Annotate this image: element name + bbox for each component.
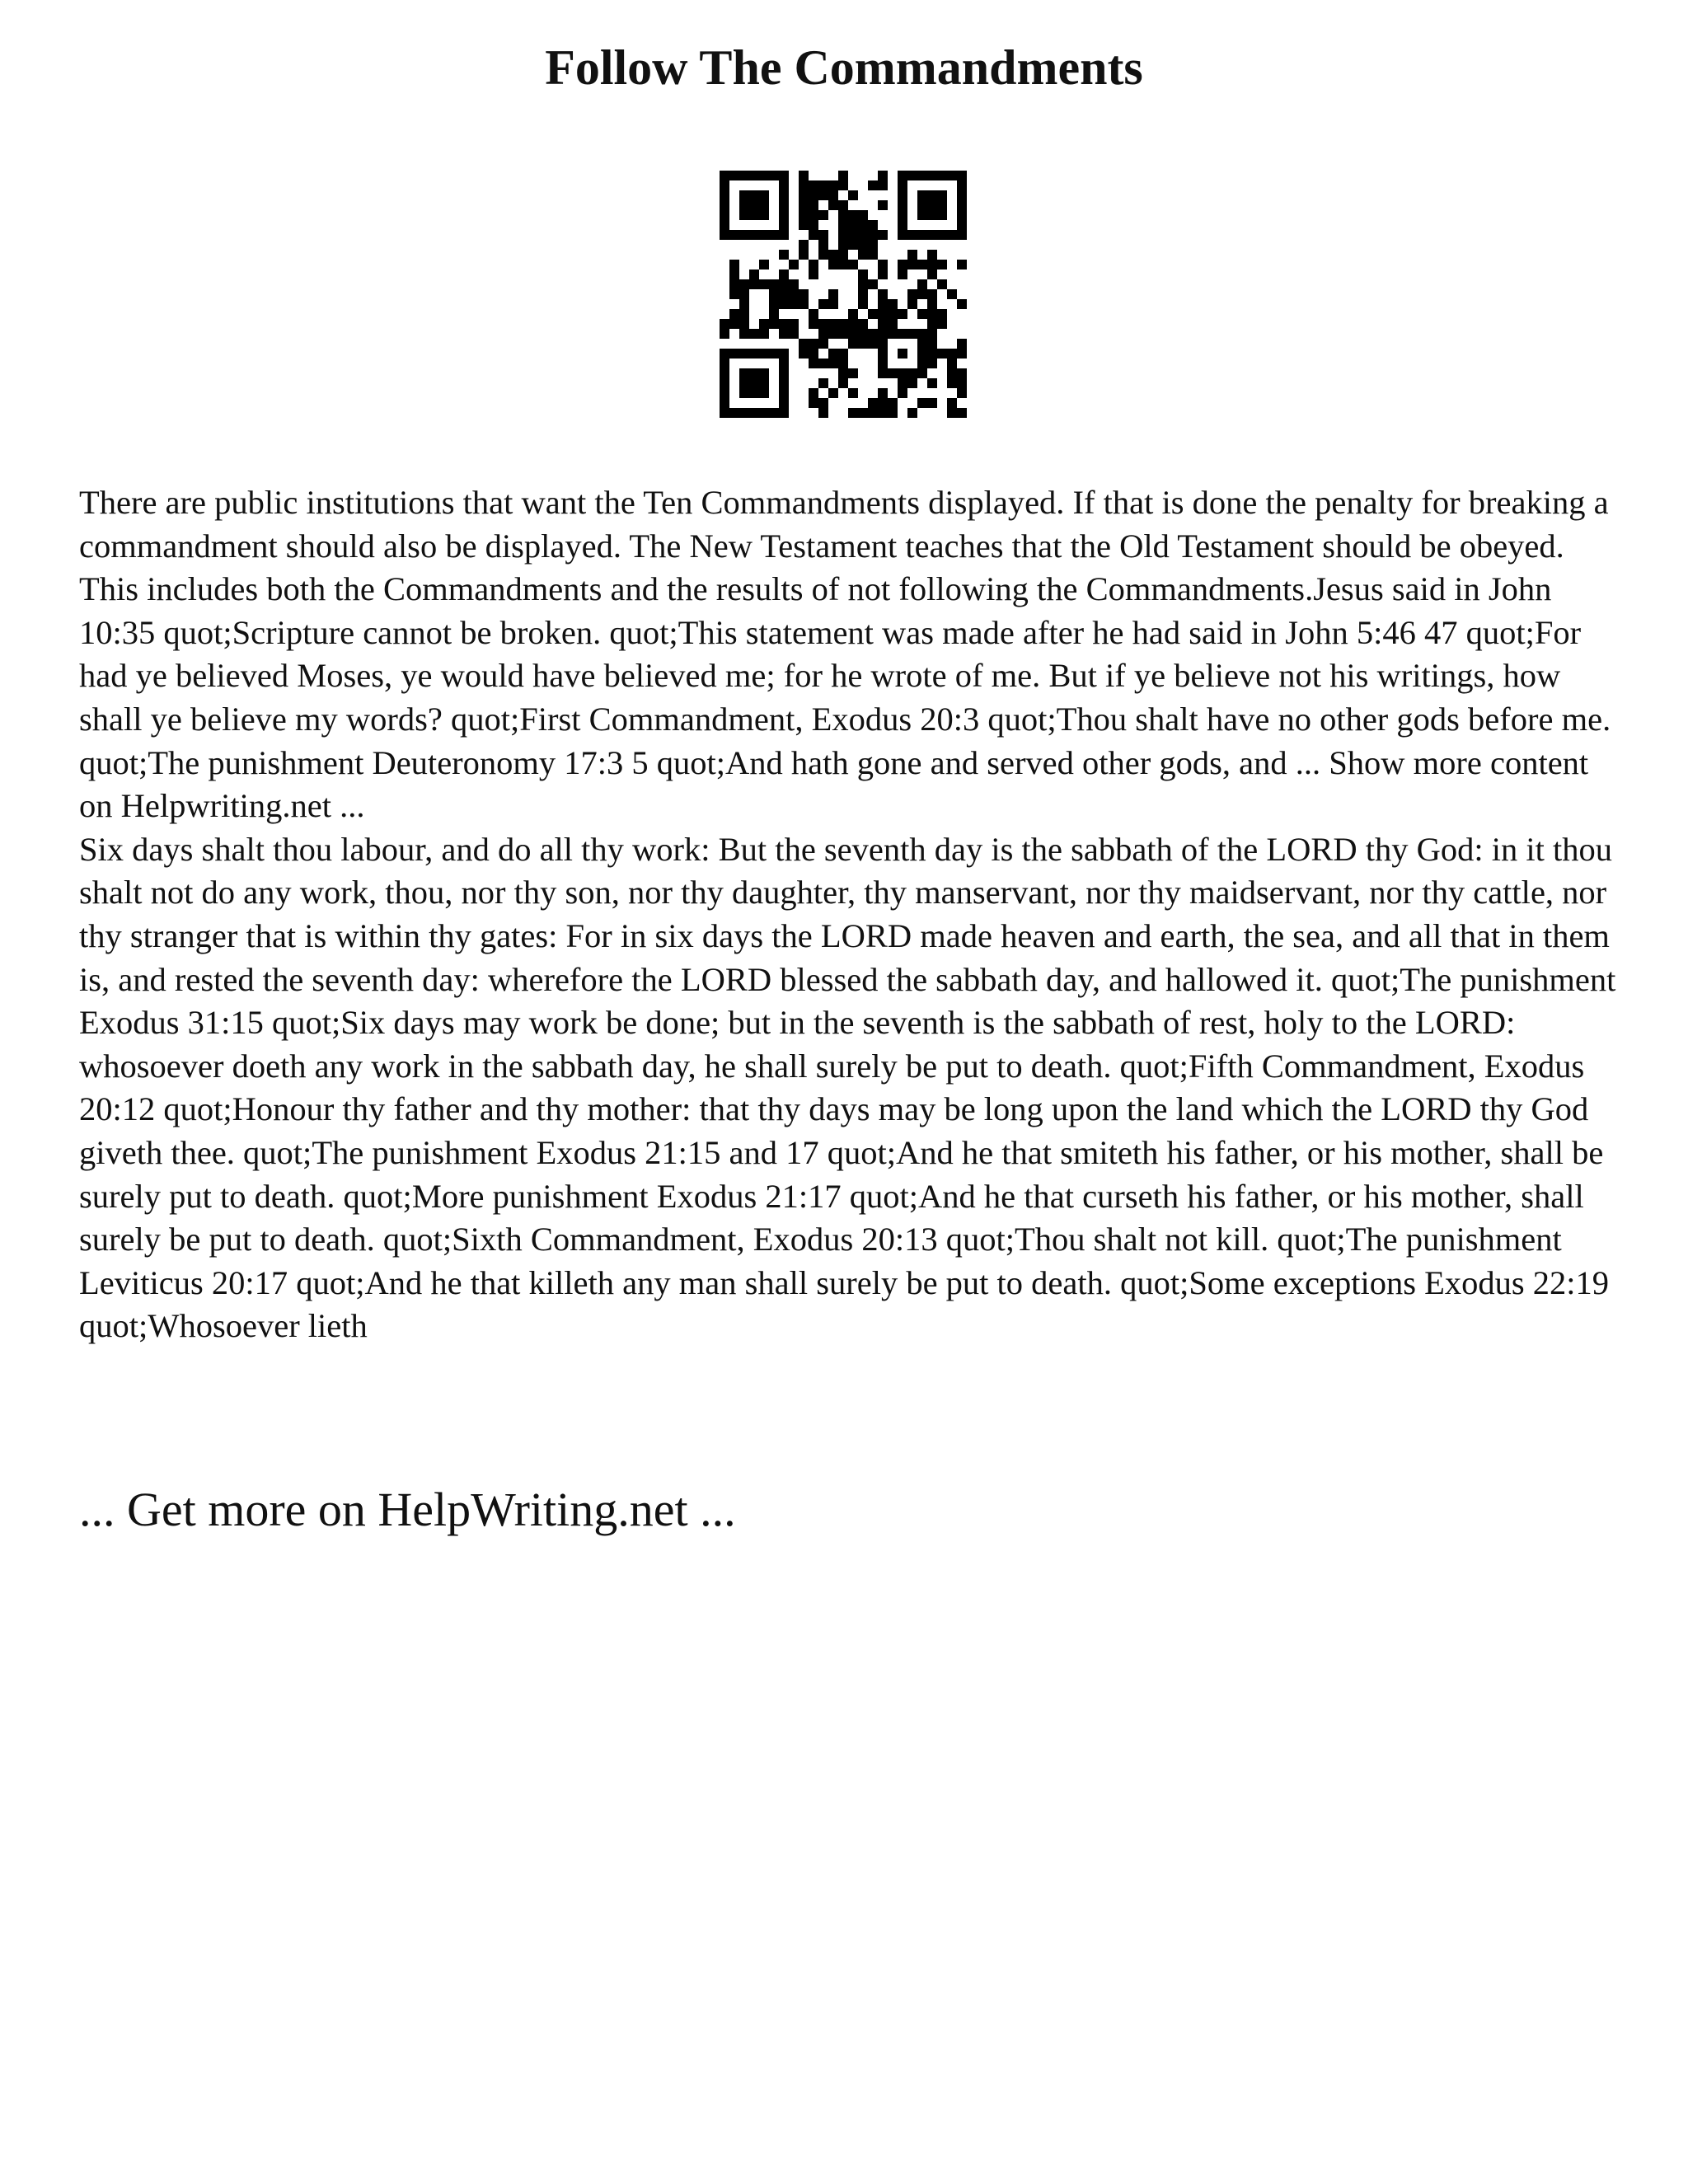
qr-code-icon [720,171,967,418]
paragraph: There are public institutions that want the Ten Commandments displayed. If that is done the penalty for breaking a commandment should also be displayed. The New Testament teaches that the Old Testament should be obeyed. This includes both the Commandments and the results of not following the Commandments.Jesus said in John 10:35 quot;Scripture cannot be broken. quot;This statement was made after he had said in John 5:46 47 quot;For had ye believed Moses, ye would have believed me; for he wrote of me. But if ye believe not his writings, how shall ye believe my words? quot;First Commandment, Exodus 20:3 quot;Thou shalt have no other gods before me. quot;The punishment Deuteronomy 17:3 5 quot;And hath gone and served other gods, and ... Show more content on Helpwriting.net ... [79,484,1611,825]
paragraph: Six days shalt thou labour, and do all thy work: But the seventh day is the sabbath of the LORD thy God: in it thou shalt not do any work, thou, nor thy son, nor thy daughter, thy manservant, nor thy maidservant, nor thy cattle, nor thy stranger that is within thy gates: For in six days the LORD made heaven and earth, the sea, and all that in them is, and rested the seventh day: wherefore the LORD blessed the sabbath day, and hallowed it. quot;The punishment Exodus 31:15 quot;Six days may work be done; but in the seventh is the sabbath of rest, holy to the LORD: whosoever doeth any work in the sabbath day, he shall surely be put to death. quot;Fifth Commandment, Exodus 20:12 quot;Honour thy father and thy mother: that thy days may be long upon the land which the LORD thy God giveth thee. quot;The punishment Exodus 21:15 and 17 quot;And he that smiteth his father, or his mother, shall be surely put to death. quot;More punishment Exodus 21:17 quot;And he that curseth his father, or his mother, shall surely be put to death. quot;Sixth Commandment, Exodus 20:13 quot;Thou shalt not kill. quot;The punishment Leviticus 20:17 quot;And he that killeth any man shall surely be put to death. quot;Some exceptions Exodus 22:19 quot;Whosoever lieth [79,830,1616,1345]
page-title: Follow The Commandments [545,40,1143,95]
get-more-link[interactable]: ... Get more on HelpWriting.net ... [79,1483,736,1536]
article-body [79,481,1620,1348]
qr-code[interactable] [720,171,967,418]
